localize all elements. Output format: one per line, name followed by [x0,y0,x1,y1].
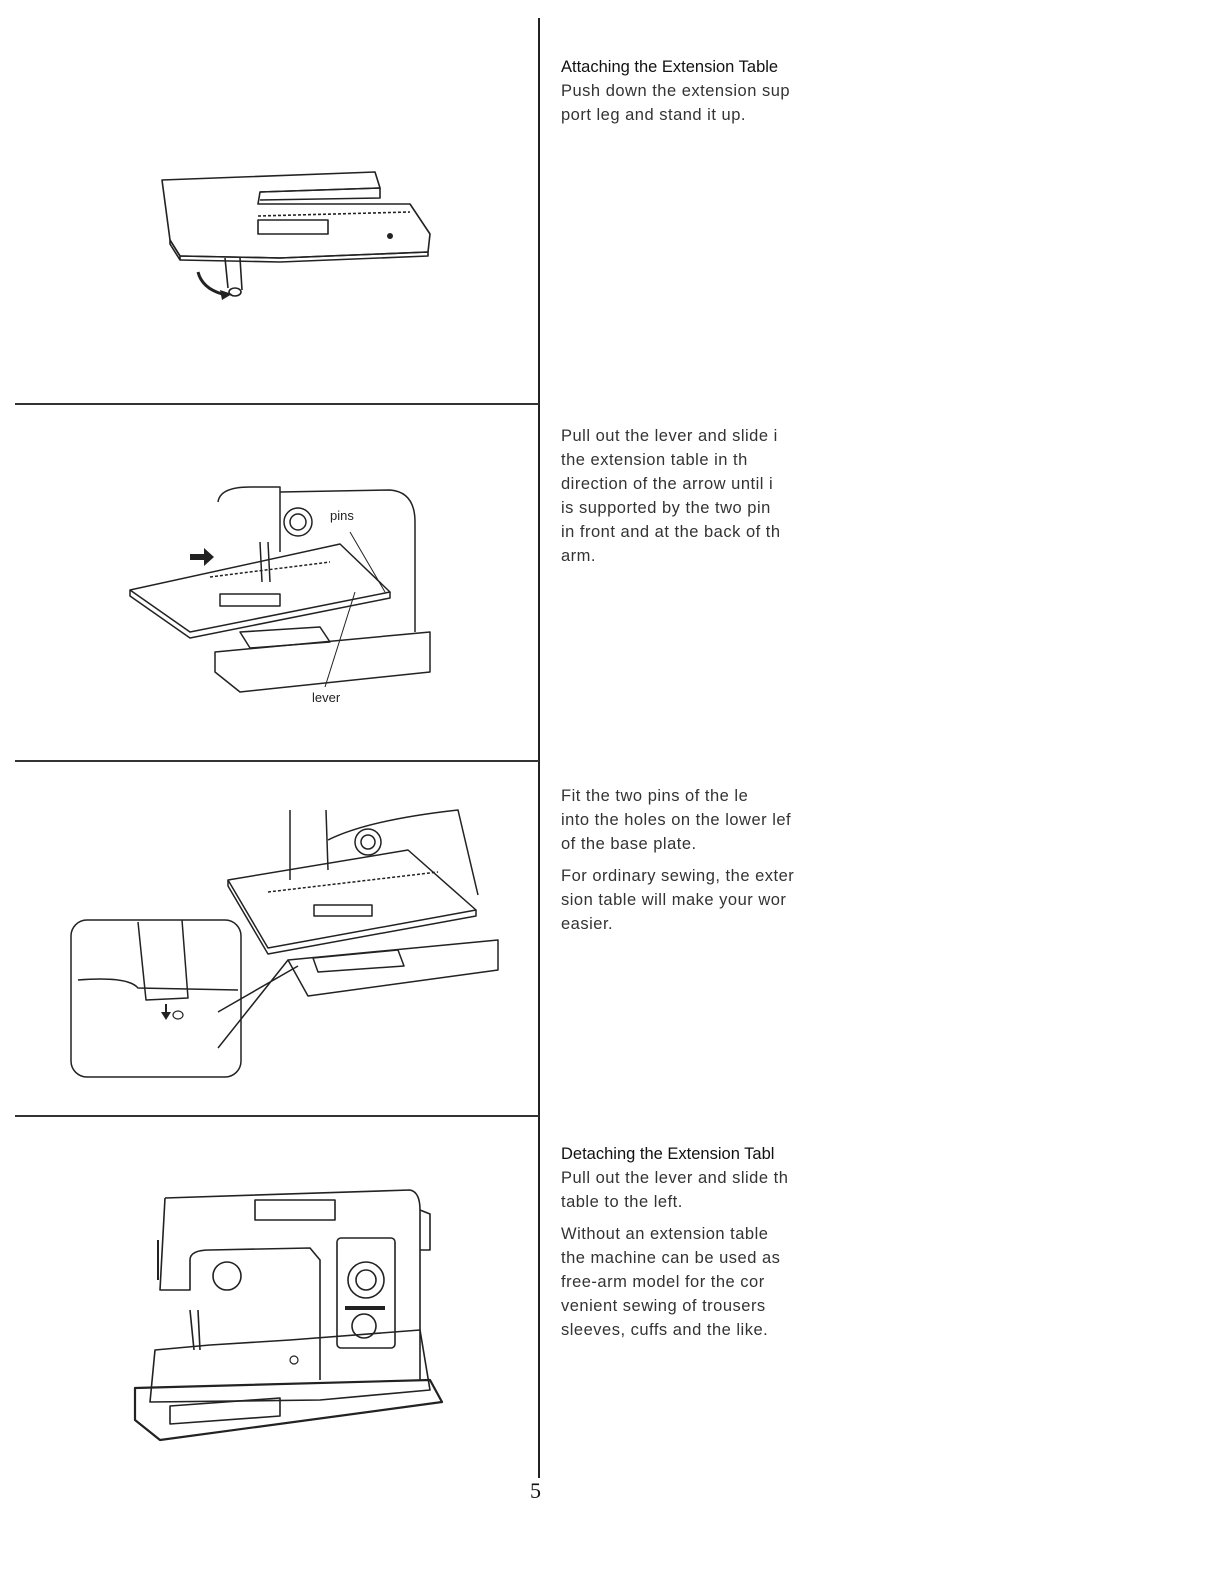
line: table to the left. [561,1193,683,1211]
section-detaching [561,1142,811,1342]
section-fit-pins [561,784,811,936]
line: into the holes on the lower lef [561,811,792,829]
line: Without an extension table [561,1225,769,1243]
section-attaching [561,55,811,127]
section-divider-3 [15,1115,539,1117]
line: Pull out the lever and slide th [561,1169,789,1187]
line: Push down the extension sup [561,82,791,100]
line: direction of the arrow until i [561,475,774,493]
section-slide-in [561,424,811,568]
lever-label: lever [312,690,341,705]
line: in front and at the back of th [561,523,781,541]
column-divider [538,18,540,1478]
line: Pull out the lever and slide i [561,427,778,445]
line: venient sewing of trousers [561,1297,766,1315]
line: is supported by the two pin [561,499,771,517]
line: Fit the two pins of the le [561,787,749,805]
line: port leg and stand it up. [561,106,746,124]
line: of the base plate. [561,835,697,853]
line: sion table will make your wor [561,891,787,909]
fit-pins-illustration [68,800,508,1082]
section-divider-2 [15,760,539,762]
line: the extension table in th [561,451,748,469]
line: arm. [561,547,596,565]
extension-table-leg-illustration [140,160,450,310]
line: easier. [561,915,614,933]
line: free-arm model for the cor [561,1273,765,1291]
machine-with-table-illustration [120,482,440,707]
line: For ordinary sewing, the exter [561,867,795,885]
detaching-heading: Detaching the Extension Tabl [561,1145,775,1163]
page-number: 5 [530,1478,541,1503]
line: the machine can be used as [561,1249,781,1267]
line: sleeves, cuffs and the like. [561,1321,769,1339]
attaching-heading: Attaching the Extension Table [561,58,779,76]
pins-label: pins [330,508,354,523]
free-arm-machine-illustration [130,1180,450,1450]
section-divider-1 [15,403,539,405]
